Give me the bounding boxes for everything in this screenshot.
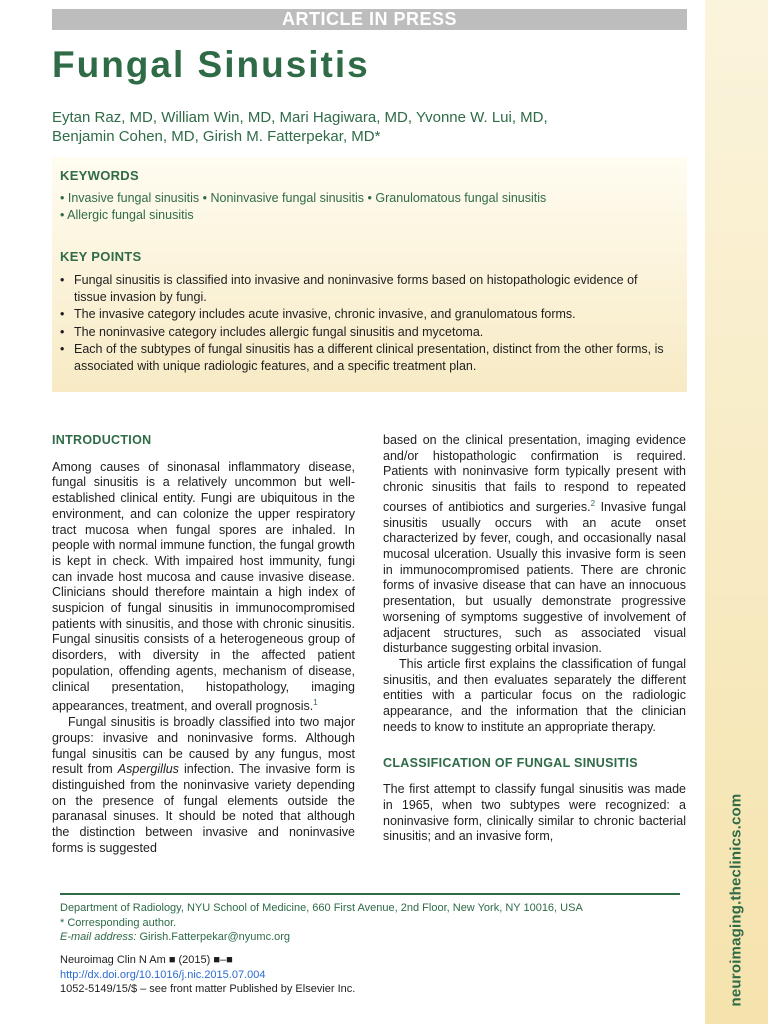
- doi-link[interactable]: http://dx.doi.org/10.1016/j.nic.2015.07.004: [60, 968, 266, 981]
- article-title: Fungal Sinusitis: [52, 44, 370, 85]
- intro-paragraph-1-text: Among causes of sinonasal inflammatory disease, fungal sinusitis is a relatively uncommon but well-established clinical entity. Fungi are ubiquitous in the environment, and can colonize the upper respiratory tract mucosa when fungal spores are inhaled. In people with normal immune function, the fungal growth is kept in check. With impaired host immunity, fungi can invade host mucosa and cause invasive disease. Clinicians should therefore maintain a high index of suspicion of fungal sinusitis in immunocompromised patients with sinusitis, and those with chronic sinusitis. Fungal sinusitis consists of a heterogeneous group of disorders, with diversity in the affected patient population, offending agents, mechanism of disease, clinical presentation, histopathology, imaging appearances, treatment, and overall prognosis.: [52, 459, 355, 714]
- reference-1-link[interactable]: 1: [313, 698, 318, 708]
- key-point-item: • The invasive category includes acute invasive, chronic invasive, and granulomatous forms.: [60, 306, 670, 323]
- author-line-2: Benjamin Cohen, MD, Girish M. Fatterpekar, MD*: [52, 128, 381, 145]
- intro-paragraph-2-text-b: infection. The invasive form is distinguished from the noninvasive variety depending on the presence of fungal elements outside the paranasal sinuses. It should be noted that although the distinction between invasive and noninvasive forms is suggested: [52, 762, 355, 855]
- introduction-heading: INTRODUCTION: [52, 433, 152, 447]
- author-line-1: Eytan Raz, MD, William Win, MD, Mari Hagiwara, MD, Yvonne W. Lui, MD,: [52, 109, 548, 126]
- keywords-list: [60, 190, 680, 224]
- right-paragraph-1-text-b: Invasive fungal sinusitis usually occurs with an acute onset characterized by fever, cough, and occasionally nasal mucosal ulceration. Usually this invasive form is seen in immunocompromised patients. There are chronic forms of invasive disease that can have an innocuous presentation, but usually demonstrate progressive worsening of symptoms suggestive of involvement of adjacent structures, such as associated visual disturbance suggesting orbital invasion.: [383, 499, 686, 656]
- intro-paragraph-1: [52, 460, 355, 715]
- keywords-heading: KEYWORDS: [60, 168, 139, 183]
- right-paragraph-1-text: based on the clinical presentation, imaging evidence and/or histopathologic confirmation is required. Patients with noninvasive form typically present with chronic sinusitis that fails to respond to repeated courses of antibiotics and surgeries.: [383, 433, 686, 514]
- key-points-heading: KEY POINTS: [60, 249, 142, 264]
- author-list: [52, 108, 692, 146]
- intro-paragraph-2: [52, 715, 355, 856]
- intro-paragraph-2-text-a: Fungal sinusitis is broadly classified into two major groups: invasive and noninvasive forms. Although fungal sinusitis can be caused by any fungus, most result from: [52, 715, 355, 777]
- aspergillus-italic: Aspergillus: [117, 762, 179, 777]
- email-address[interactable]: Girish.Fatterpekar@nyumc.org: [139, 931, 291, 943]
- affiliation-text: Department of Radiology, NYU School of Medicine, 660 First Avenue, 2nd Floor, New York, NY 10016, USA: [60, 902, 583, 914]
- affiliation-block: [60, 901, 700, 945]
- corresponding-author-note: * Corresponding author.: [60, 916, 177, 929]
- journal-citation: Neuroimag Clin N Am ■ (2015) ■–■: [60, 954, 233, 966]
- keywords-line-2: • Allergic fungal sinusitis: [60, 208, 194, 222]
- key-point-item: • Fungal sinusitis is classified into invasive and noninvasive forms based on histopathologic evidence of tissue invasion by fungi.: [60, 272, 670, 305]
- footer-divider: [60, 893, 680, 895]
- keywords-line-1: • Invasive fungal sinusitis • Noninvasive fungal sinusitis • Granulomatous fungal sinusitis: [60, 191, 547, 205]
- right-column: [383, 433, 686, 845]
- key-point-item: • Each of the subtypes of fungal sinusitis has a different clinical presentation, distinct from the other forms, is associated with unique radiologic features, and a specific treatment plan.: [60, 341, 670, 374]
- email-line: [60, 930, 700, 945]
- journal-url-vertical[interactable]: neuroimaging.theclinics.com: [727, 793, 745, 1007]
- left-column: [52, 433, 355, 856]
- article-in-press-banner: ARTICLE IN PRESS: [52, 9, 687, 30]
- journal-info: [60, 953, 560, 997]
- right-paragraph-1: [383, 433, 686, 657]
- reference-2-link[interactable]: 2: [590, 498, 596, 508]
- classification-heading: CLASSIFICATION OF FUNGAL SINUSITIS: [383, 755, 638, 770]
- email-label: E-mail address:: [60, 931, 137, 943]
- right-paragraph-2: This article first explains the classification of fungal sinusitis, and then evaluates separately the different entities with a particular focus on the radiologic appearance, and the information that the clinician needs to know to institute an appropriate therapy.: [383, 657, 686, 734]
- key-points-list: [60, 272, 670, 375]
- key-point-item: • The noninvasive category includes allergic fungal sinusitis and mycetoma.: [60, 324, 670, 341]
- issn-line: 1052-5149/15/$ – see front matter Published by Elsevier Inc.: [60, 983, 356, 995]
- classification-paragraph: The first attempt to classify fungal sinusitis was made in 1965, when two subtypes were recognized: a noninvasive form, clinically similar to chronic bacterial sinusitis; and an invasive form,: [383, 782, 686, 844]
